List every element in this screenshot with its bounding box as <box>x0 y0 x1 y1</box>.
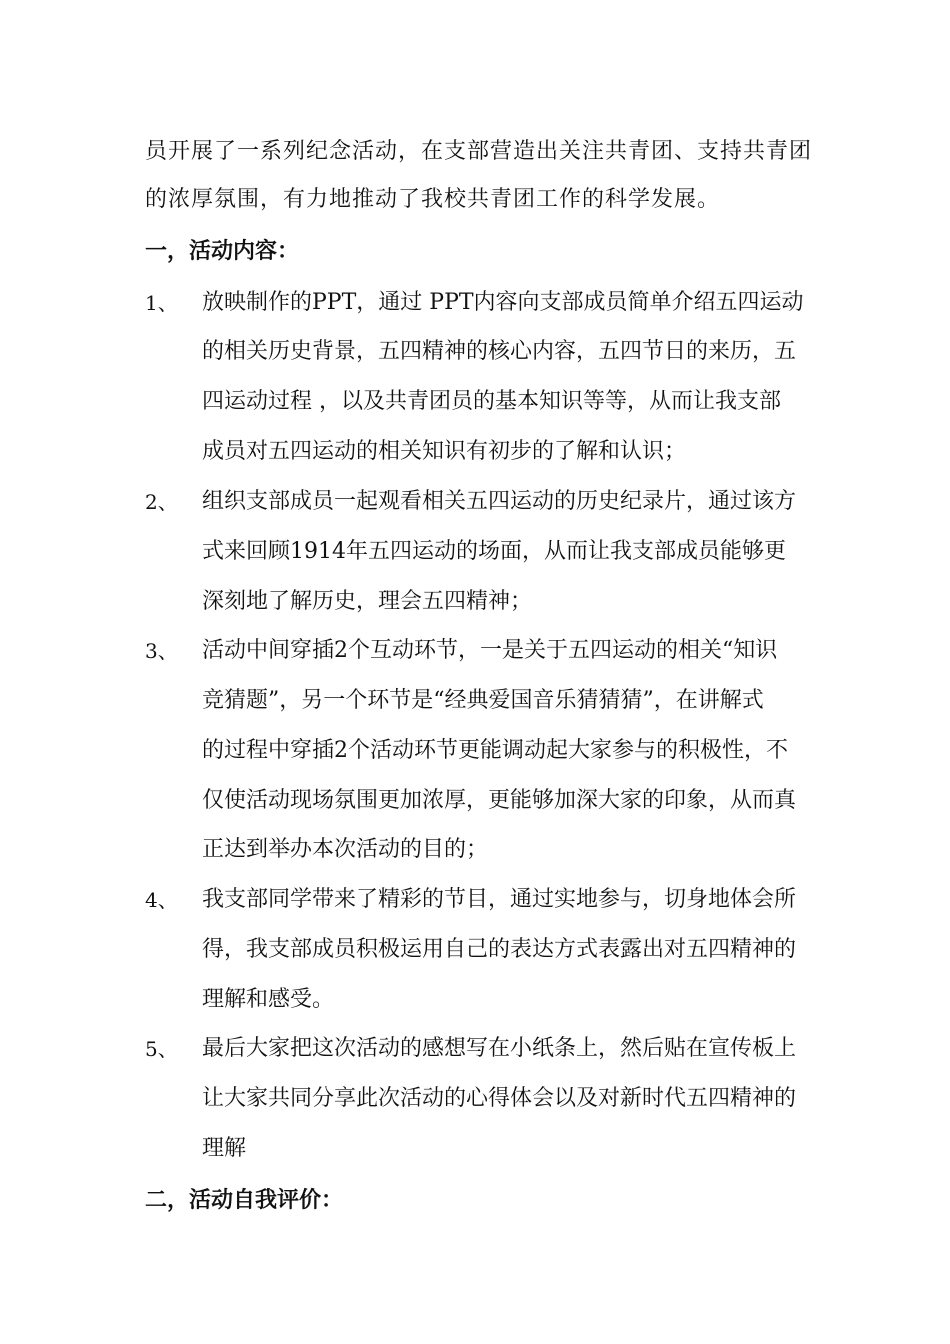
item-5-line-1: 最后大家把这次活动的感想写在小纸条上，然后贴在宣传板上 <box>202 1036 797 1061</box>
item-number-5: 5、 <box>145 1037 178 1061</box>
item-4-line-1: 我支部同学带来了精彩的节目，通过实地参与，切身地体会所 <box>202 887 797 912</box>
item-number-1: 1、 <box>145 291 178 315</box>
item-number-2: 2、 <box>145 490 178 514</box>
item-1-line-3: 四运动过程 ，以及共青团员的基本知识等等，从而让我支部 <box>202 389 781 414</box>
item-4-line-2: 得，我支部成员积极运用自己的表达方式表露出对五四精神的 <box>202 937 797 962</box>
item-number-3: 3、 <box>145 639 178 663</box>
item-3-line-4: 仅使活动现场氛围更加浓厚，更能够加深大家的印象，从而真 <box>202 788 797 813</box>
item-1-line-2: 的相关历史背景，五四精神的核心内容，五四节日的来历，五 <box>202 339 797 364</box>
item-2-line-2: 式来回顾1914年五四运动的场面，从而让我支部成员能够更 <box>202 539 786 564</box>
item-3-line-3: 的过程中穿插2个活动环节更能调动起大家参与的积极性，不 <box>202 738 788 763</box>
item-4-line-3: 理解和感受。 <box>202 987 335 1012</box>
item-2-line-3: 深刻地了解历史，理会五四精神； <box>202 589 533 614</box>
item-5-line-3: 理解 <box>202 1136 247 1161</box>
item-3-line-1: 活动中间穿插2个互动环节，一是关于五四运动的相关“知识 <box>202 638 778 663</box>
item-5-line-2: 让大家共同分享此次活动的心得体会以及对新时代五四精神的 <box>202 1086 797 1111</box>
section-heading-self-evaluation: 二，活动自我评价： <box>145 1187 344 1213</box>
item-1-line-4: 成员对五四运动的相关知识有初步的了解和认识； <box>202 439 687 464</box>
section-heading-content: 一，活动内容： <box>145 238 300 264</box>
item-3-line-2: 竞猜题”，另一个环节是“经典爱国音乐猜猜猜”，在讲解式 <box>202 688 764 713</box>
item-1-line-1: 放映制作的PPT，通过 PPT内容向支部成员简单介绍五四运动 <box>202 290 804 315</box>
intro-line-2: 的浓厚氛围，有力地推动了我校共青团工作的科学发展。 <box>145 187 721 212</box>
intro-line-1: 员开展了一系列纪念活动，在支部营造出关注共青团、支持共青团 <box>145 139 813 164</box>
item-3-line-5: 正达到举办本次活动的目的； <box>202 837 489 862</box>
item-2-line-1: 组织支部成员一起观看相关五四运动的历史纪录片，通过该方 <box>202 489 797 514</box>
item-number-4: 4、 <box>145 888 178 912</box>
